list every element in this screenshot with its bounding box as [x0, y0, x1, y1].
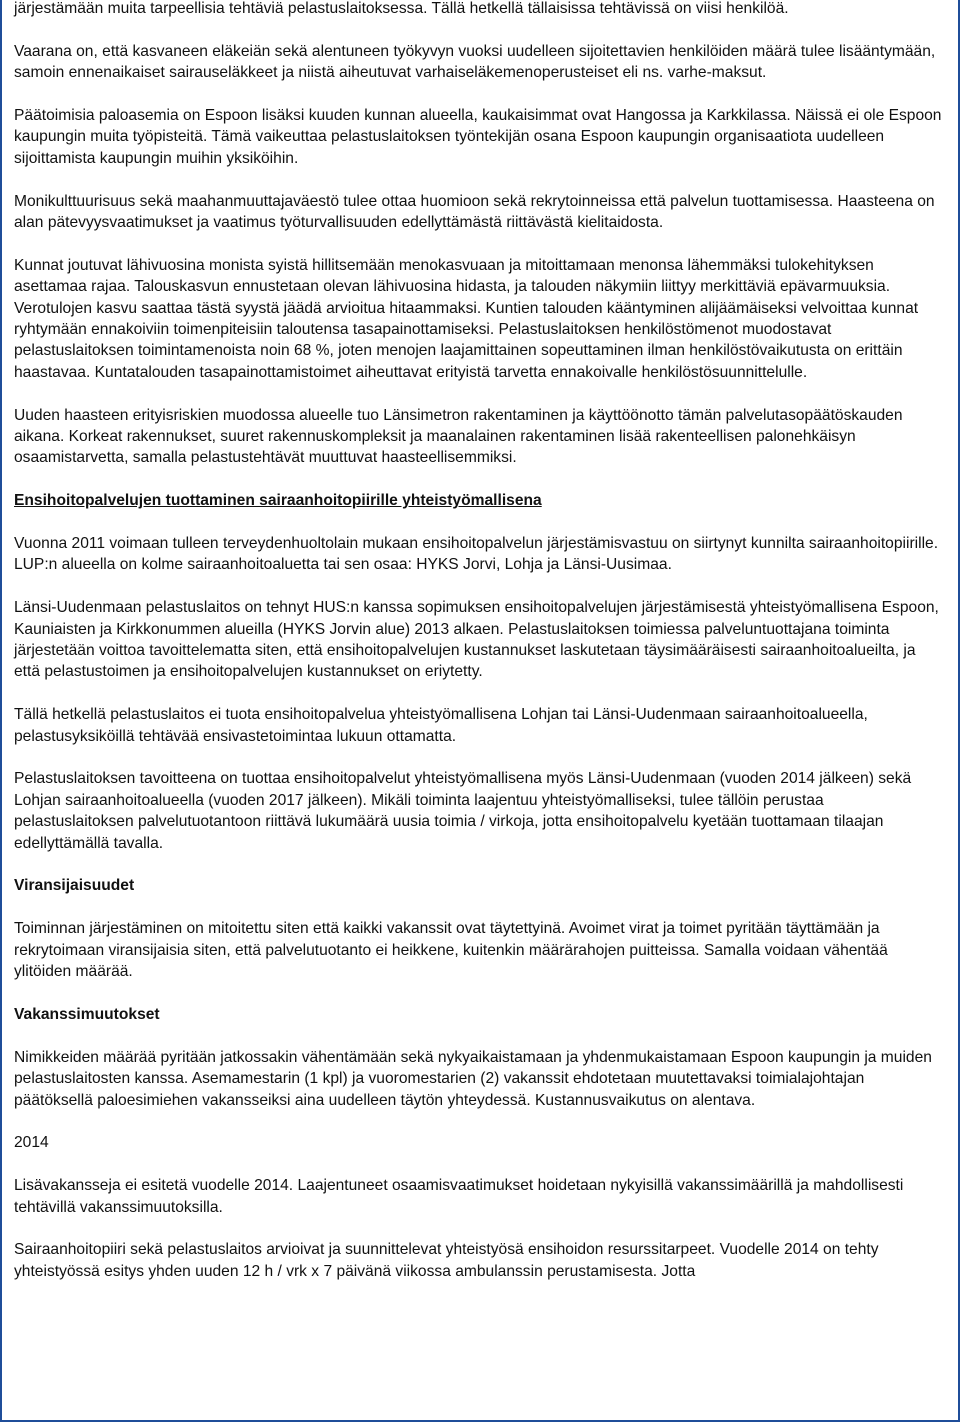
paragraph: Sairaanhoitopiiri sekä pelastuslaitos arvioivat ja suunnittelevat yhteistyösä ensihoidon resurssitarpeet. Vuodelle 2014 on tehty yhteistyössä esitys yhden uuden 12 h / vrk x 7 päivänä viikossa ambulanssin perustamisesta. Jotta — [14, 1241, 879, 1280]
paragraph: Kunnat joutuvat lähivuosina monista syistä hillitsemään menokasvuaan ja mitoittamaan menonsa lähemmäksi tulokehityksen asettamaa rajaa. Talouskasvun ennustetaan olevan lähivuosina hidasta, ja talouden näkymiin liittyy merkittäviä epävarmuuksia. Verotulojen kasvu saattaa tästä syystä jäädä arvioitua hitaammaksi. Kuntien talouden kääntyminen alijäämäiseksi velvoittaa kunnat ryhtymään ennakoiviin toimenpiteisiin taloutensa tasapainottamiseksi. Pelastuslaitoksen henkilöstömenot muodostavat pelastuslaitoksen toimintamenoista noin 68 %, joten menojen laajamittainen sopeuttaminen ilman henkilöstövaikutusta on erittäin haastavaa. Kuntatalouden tasapainottamistoimet aiheuttavat erityistä tarvetta ennakoivalle henkilöstösuunnittelulle. — [14, 256, 919, 381]
paragraph: Vaarana on, että kasvaneen eläkeiän sekä alentuneen työkyvyn vuoksi uudelleen sijoitettavien henkilöiden määrä tulee lisääntymään, samoin ennenaikaiset sairauseläkkeet ja niistä aiheutuvat varhaiseläkemenoperusteiset eli ns. varhe-maksut. — [14, 42, 936, 82]
paragraph: Nimikkeiden määrää pyritään jatkossakin vähentämään sekä nykyaikaistamaan ja yhdenmukaistamaan Espoon kaupungin ja muiden pelastuslaitosten kanssa. Asemamestarin (1 kpl) ja vuoromestarien (2) vakanssit ehdotetaan muutettavaksi toimialajohtajan päätöksellä paloesimiehen vakansseiksi aina uudelleen täytön yhteydessä. Kustannusvaikutus on alentava. — [14, 1048, 932, 1109]
paragraph: Pelastuslaitoksen tavoitteena on tuottaa ensihoitopalvelut yhteistyömallisena myös Länsi-Uudenmaan (vuoden 2014 jälkeen) sekä Lohjan sairaanhoitoalueella (vuoden 2017 jälkeen). Mikäli toiminta laajentuu yhteistyömalliseksi, tulee tällöin perustaa pelastuslaitoksen palvelutuotantoon riittävä lukumäärä uusia toimia / virkoja, jotta ensihoitopalvelu kyetään tuottamaan tilaajan edellyttämällä tavalla. — [14, 770, 912, 852]
paragraph: Monikulttuurisuus sekä maahanmuuttajaväestö tulee ottaa huomioon sekä rekrytoinneissa että palvelun tuottamisessa. Haasteena on alan pätevyysvaatimukset ja vaatimus työturvallisuuden edellyttämästä riittävästä kielitaidosta. — [14, 192, 935, 232]
section-heading: Viransijaisuudet — [14, 877, 135, 895]
section-heading: Ensihoitopalvelujen tuottaminen sairaanhoitopiirille yhteistyömallisena — [14, 492, 542, 510]
paragraph: Uuden haasteen erityisriskien muodossa alueelle tuo Länsimetron rakentaminen ja käyttöönotto tämän palvelutasopäätöskauden aikana. Korkeat rakennukset, suuret rakennuskompleksit ja maanalainen rakentaminen lisää rakenteellisen palonehkäisyn osaamistarvetta, samalla pelastustehtävät muuttuvat haasteellisemmiksi. — [14, 406, 903, 467]
paragraph: Päätoimisia paloasemia on Espoon lisäksi kuuden kunnan alueella, kaukaisimmat ovat Hangossa ja Karkkilassa. Näissä ei ole Espoon kaupungin muita työpisteitä. Tämä vaikeuttaa pelastuslaitoksen työntekijän osana Espoon kaupungin organisaatiota uudelleen sijoittamista kaupungin muihin yksiköihin. — [14, 107, 942, 167]
section-heading: Vakanssimuutokset — [14, 1005, 160, 1023]
paragraph: Toiminnan järjestäminen on mitoitettu siten että kaikki vakanssit ovat täytettyinä. Avoimet virat ja toimet pyritään täyttämään ja rekrytoimaan viransijaisia siten, että palvelutuotanto ei heikkene, kuitenkin määrärahojen puitteissa. Samalla voidaan vähentää ylitöiden määrää. — [14, 920, 888, 981]
document-body — [14, 0, 944, 1282]
paragraph: Tällä hetkellä pelastuslaitos ei tuota ensihoitopalvelua yhteistyömallisena Lohjan tai Länsi-Uudenmaan sairaanhoitoalueella, pelastusyksiköillä tehtävää ensivastetoimintaa lukuun ottamatta. — [14, 706, 868, 745]
paragraph: Lisävakansseja ei esitetä vuodelle 2014. Laajentuneet osaamisvaatimukset hoidetaan nykyisillä vakanssimäärillä ja mahdollisesti tehtävillä vakanssimuutoksilla. — [14, 1177, 904, 1216]
paragraph: järjestämään muita tarpeellisia tehtäviä pelastuslaitoksessa. Tällä hetkellä tällaisissa tehtävissä on viisi henkilöä. — [14, 0, 789, 17]
paragraph: Länsi-Uudenmaan pelastuslaitos on tehnyt HUS:n kanssa sopimuksen ensihoitopalvelujen järjestämisestä yhteistyömallisena Espoon, Kauniaisten ja Kirkkonummen alueilla (HYKS Jorvin alue) 2013 alkaen. Pelastuslaitoksen toimiessa palveluntuottajana toiminta järjestetään voittoa tavoittelematta siten, että ensihoitopalvelujen kustannukset laskutetaan täysimääräisesti sairaanhoitoalueilta, ja että pelastustoimen ja ensihoitopalvelujen kustannukset on eriytetty. — [14, 599, 939, 681]
paragraph: Vuonna 2011 voimaan tulleen terveydenhuoltolain mukaan ensihoitopalvelun järjestämisvastuu on siirtynyt kunnilta sairaanhoitopiirille. LUP:n alueella on kolme sairaanhoitoaluetta tai sen osaa: HYKS Jorvi, Lohja ja Länsi-Uusimaa. — [14, 535, 939, 574]
year-label: 2014 — [14, 1134, 49, 1152]
